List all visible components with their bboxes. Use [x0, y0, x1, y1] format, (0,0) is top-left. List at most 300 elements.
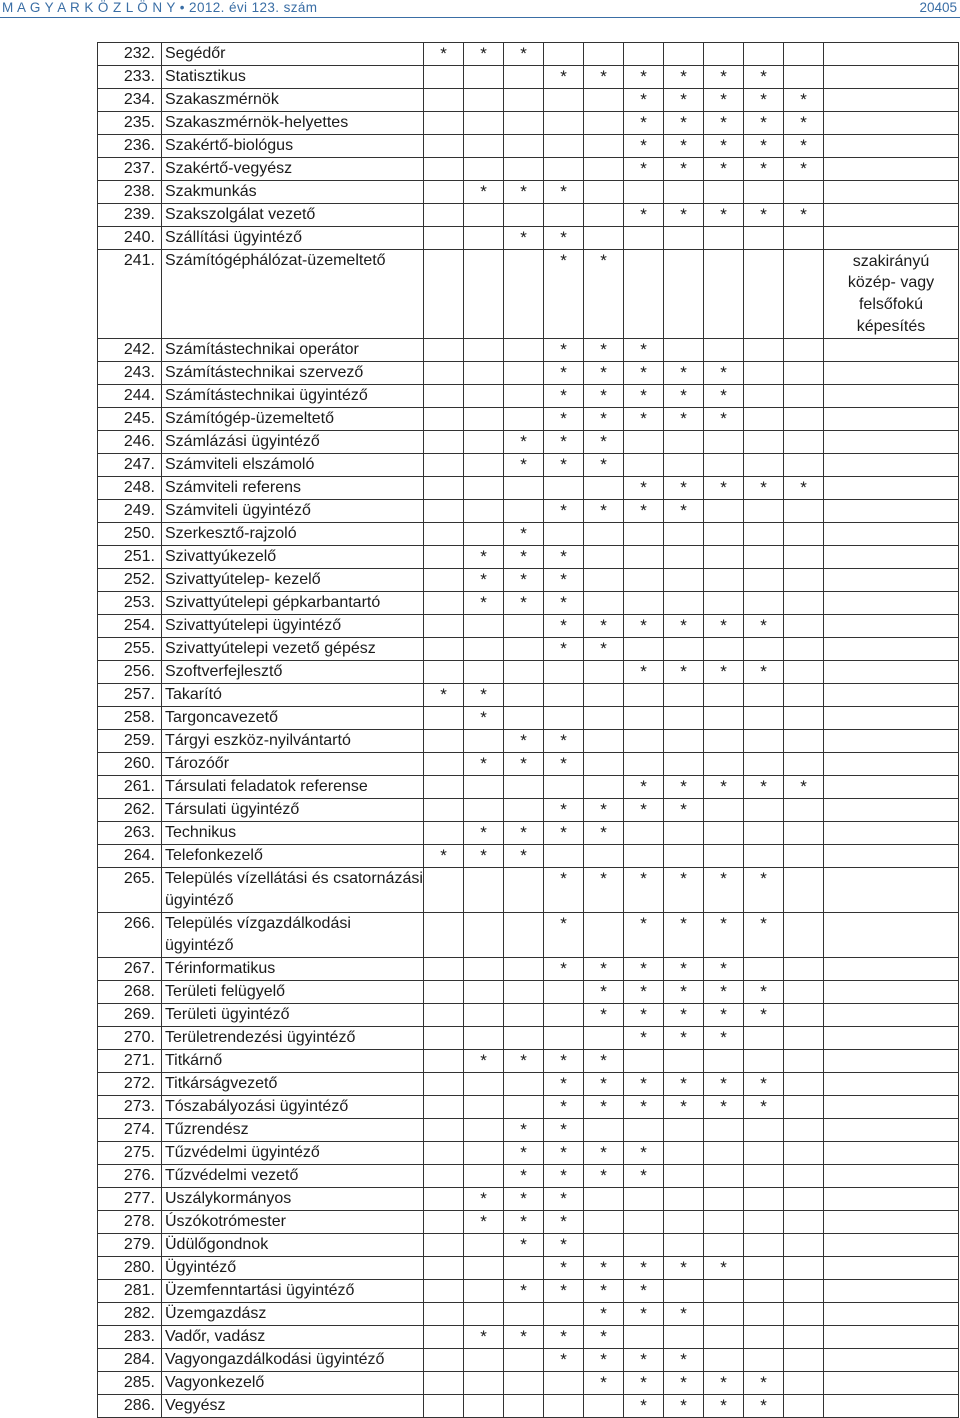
qualification-cell	[584, 135, 624, 158]
qualification-cell	[704, 431, 744, 454]
qualification-cell	[744, 546, 784, 569]
qualification-cell	[544, 523, 584, 546]
qualification-cell: *	[624, 799, 664, 822]
qualification-cell	[584, 845, 624, 868]
qualification-cell	[424, 158, 464, 181]
qualification-cell: *	[664, 1096, 704, 1119]
qualification-cell	[504, 799, 544, 822]
qualification-cell	[424, 431, 464, 454]
qualification-cell: *	[584, 1004, 624, 1027]
table-row	[98, 868, 959, 913]
occupation-name: Szivattyútelepi ügyintéző	[162, 615, 424, 638]
qualification-cell	[744, 227, 784, 250]
qualification-cell	[784, 958, 824, 981]
qualification-cell	[744, 1257, 784, 1280]
qualification-cell	[424, 339, 464, 362]
occupation-table	[97, 42, 959, 1418]
qualification-cell	[784, 1142, 824, 1165]
qualification-cell	[824, 431, 959, 454]
qualification-cell	[664, 684, 704, 707]
table-row	[98, 1280, 959, 1303]
table-row	[98, 158, 959, 181]
qualification-cell: *	[664, 1004, 704, 1027]
page-header	[0, 0, 960, 18]
qualification-cell	[784, 250, 824, 339]
occupation-name: Technikus	[162, 822, 424, 845]
qualification-cell	[504, 615, 544, 638]
qualification-cell	[504, 661, 544, 684]
qualification-cell	[704, 638, 744, 661]
qualification-cell: *	[704, 1073, 744, 1096]
qualification-cell	[424, 1027, 464, 1050]
page-number: 20405	[919, 0, 957, 15]
qualification-cell	[544, 776, 584, 799]
qualification-cell	[784, 1027, 824, 1050]
table-row	[98, 1326, 959, 1349]
qualification-cell: *	[504, 1211, 544, 1234]
qualification-cell	[464, 730, 504, 753]
occupation-name: Számviteli elszámoló	[162, 454, 424, 477]
occupation-name: Területrendezési ügyintéző	[162, 1027, 424, 1050]
qualification-cell	[704, 1050, 744, 1073]
row-number: 273.	[98, 1096, 162, 1119]
table-row	[98, 1165, 959, 1188]
qualification-cell: *	[584, 958, 624, 981]
row-number: 239.	[98, 204, 162, 227]
qualification-cell	[824, 868, 959, 913]
occupation-name: Számítógép-üzemeltető	[162, 408, 424, 431]
qualification-cell: *	[664, 981, 704, 1004]
qualification-cell	[784, 684, 824, 707]
qualification-cell: *	[784, 135, 824, 158]
row-number: 249.	[98, 500, 162, 523]
occupation-name: Számviteli referens	[162, 477, 424, 500]
qualification-cell	[824, 1027, 959, 1050]
qualification-cell	[424, 385, 464, 408]
qualification-cell	[464, 500, 504, 523]
qualification-cell: *	[544, 181, 584, 204]
qualification-cell: *	[504, 1326, 544, 1349]
qualification-cell	[744, 339, 784, 362]
qualification-cell: *	[584, 408, 624, 431]
qualification-cell: *	[584, 1096, 624, 1119]
qualification-cell	[584, 592, 624, 615]
qualification-cell	[584, 1234, 624, 1257]
qualification-cell	[704, 1349, 744, 1372]
qualification-cell: *	[624, 66, 664, 89]
qualification-cell	[704, 1234, 744, 1257]
qualification-cell	[464, 385, 504, 408]
qualification-cell	[704, 227, 744, 250]
occupation-name: Számítástechnikai szervező	[162, 362, 424, 385]
qualification-cell	[744, 362, 784, 385]
qualification-cell: *	[664, 799, 704, 822]
table-row	[98, 385, 959, 408]
qualification-cell: *	[544, 592, 584, 615]
qualification-cell: *	[704, 1096, 744, 1119]
occupation-name: Szakértő-biológus	[162, 135, 424, 158]
qualification-cell: *	[504, 592, 544, 615]
qualification-cell	[624, 250, 664, 339]
qualification-cell	[504, 1303, 544, 1326]
qualification-cell	[464, 1027, 504, 1050]
occupation-name: Számítástechnikai ügyintéző	[162, 385, 424, 408]
qualification-cell	[504, 1372, 544, 1395]
qualification-cell	[504, 776, 544, 799]
qualification-cell: *	[624, 1372, 664, 1395]
table-row	[98, 1211, 959, 1234]
qualification-cell: *	[504, 43, 544, 66]
qualification-cell	[584, 1211, 624, 1234]
qualification-cell	[784, 1257, 824, 1280]
qualification-cell	[424, 66, 464, 89]
qualification-cell: *	[744, 477, 784, 500]
qualification-cell	[664, 1050, 704, 1073]
qualification-cell: *	[504, 181, 544, 204]
occupation-name: Szakértő-vegyész	[162, 158, 424, 181]
qualification-cell	[664, 569, 704, 592]
qualification-cell	[584, 89, 624, 112]
table-row	[98, 1096, 959, 1119]
qualification-cell	[504, 1096, 544, 1119]
qualification-cell	[824, 523, 959, 546]
qualification-cell: *	[584, 500, 624, 523]
qualification-cell: *	[544, 1234, 584, 1257]
qualification-cell: *	[504, 431, 544, 454]
qualification-cell	[664, 1188, 704, 1211]
qualification-cell	[784, 730, 824, 753]
occupation-name: Szakszolgálat vezető	[162, 204, 424, 227]
qualification-cell	[744, 1303, 784, 1326]
qualification-cell: *	[584, 638, 624, 661]
occupation-name: Számlázási ügyintéző	[162, 431, 424, 454]
qualification-cell: *	[544, 753, 584, 776]
qualification-cell: *	[704, 958, 744, 981]
row-number: 237.	[98, 158, 162, 181]
qualification-cell: *	[544, 1165, 584, 1188]
qualification-note	[824, 250, 959, 339]
qualification-cell: *	[544, 500, 584, 523]
qualification-cell	[704, 181, 744, 204]
qualification-cell	[624, 227, 664, 250]
qualification-cell	[584, 227, 624, 250]
qualification-cell	[544, 1004, 584, 1027]
qualification-cell	[544, 661, 584, 684]
qualification-cell: *	[664, 500, 704, 523]
qualification-cell	[744, 454, 784, 477]
qualification-cell	[704, 43, 744, 66]
qualification-cell	[424, 112, 464, 135]
qualification-cell	[424, 569, 464, 592]
qualification-cell	[824, 661, 959, 684]
qualification-cell	[504, 362, 544, 385]
row-number: 286.	[98, 1395, 162, 1418]
qualification-cell: *	[464, 569, 504, 592]
qualification-cell	[544, 112, 584, 135]
qualification-cell: *	[584, 1372, 624, 1395]
qualification-cell: *	[784, 204, 824, 227]
qualification-cell	[664, 1234, 704, 1257]
table-row	[98, 776, 959, 799]
qualification-cell	[784, 1004, 824, 1027]
qualification-cell	[704, 546, 744, 569]
qualification-cell	[584, 477, 624, 500]
qualification-cell	[784, 1073, 824, 1096]
qualification-cell	[424, 477, 464, 500]
qualification-cell	[624, 1326, 664, 1349]
qualification-cell: *	[664, 112, 704, 135]
qualification-cell: *	[504, 1188, 544, 1211]
qualification-cell	[464, 1372, 504, 1395]
qualification-cell	[424, 868, 464, 913]
table-row	[98, 546, 959, 569]
qualification-cell	[424, 913, 464, 958]
qualification-cell: *	[584, 822, 624, 845]
qualification-cell	[464, 776, 504, 799]
qualification-cell	[464, 868, 504, 913]
table-row	[98, 227, 959, 250]
qualification-cell	[824, 1165, 959, 1188]
qualification-cell	[784, 408, 824, 431]
qualification-cell	[624, 684, 664, 707]
qualification-cell: *	[584, 1349, 624, 1372]
qualification-cell	[424, 1211, 464, 1234]
qualification-cell	[424, 500, 464, 523]
qualification-cell	[544, 43, 584, 66]
qualification-cell: *	[704, 204, 744, 227]
qualification-cell: *	[624, 1027, 664, 1050]
qualification-cell	[784, 43, 824, 66]
qualification-cell: *	[424, 684, 464, 707]
table-row	[98, 431, 959, 454]
qualification-cell	[424, 227, 464, 250]
occupation-name: Segédőr	[162, 43, 424, 66]
qualification-cell	[424, 135, 464, 158]
qualification-cell: *	[744, 1395, 784, 1418]
qualification-cell	[504, 66, 544, 89]
qualification-cell: *	[504, 1119, 544, 1142]
qualification-cell: *	[704, 913, 744, 958]
qualification-cell	[744, 523, 784, 546]
qualification-cell: *	[464, 181, 504, 204]
qualification-cell: *	[744, 1372, 784, 1395]
occupation-name: Számviteli ügyintéző	[162, 500, 424, 523]
row-number: 277.	[98, 1188, 162, 1211]
qualification-cell	[624, 431, 664, 454]
qualification-cell	[664, 592, 704, 615]
qualification-cell	[544, 1395, 584, 1418]
qualification-cell	[824, 227, 959, 250]
qualification-cell: *	[584, 1073, 624, 1096]
occupation-name: Szivattyútelepi gépkarbantartó	[162, 592, 424, 615]
qualification-cell	[424, 730, 464, 753]
qualification-cell: *	[704, 776, 744, 799]
qualification-cell	[704, 1280, 744, 1303]
occupation-name: Szakaszmérnök-helyettes	[162, 112, 424, 135]
qualification-note-line: közép- vagy	[847, 274, 935, 292]
qualification-cell	[664, 454, 704, 477]
qualification-cell	[504, 112, 544, 135]
qualification-cell: *	[704, 112, 744, 135]
qualification-cell: *	[584, 362, 624, 385]
qualification-cell: *	[744, 913, 784, 958]
qualification-cell	[424, 981, 464, 1004]
qualification-cell: *	[664, 89, 704, 112]
qualification-cell: *	[704, 1004, 744, 1027]
qualification-cell: *	[704, 661, 744, 684]
qualification-cell	[784, 1096, 824, 1119]
qualification-cell	[704, 454, 744, 477]
qualification-cell: *	[544, 1073, 584, 1096]
qualification-cell: *	[464, 1050, 504, 1073]
qualification-cell	[464, 112, 504, 135]
row-number: 259.	[98, 730, 162, 753]
qualification-cell	[824, 500, 959, 523]
qualification-cell: *	[744, 868, 784, 913]
occupation-name: Ügyintéző	[162, 1257, 424, 1280]
qualification-cell	[704, 523, 744, 546]
qualification-cell	[464, 204, 504, 227]
qualification-cell	[824, 1303, 959, 1326]
qualification-cell: *	[744, 1004, 784, 1027]
qualification-cell	[704, 339, 744, 362]
qualification-cell	[744, 822, 784, 845]
qualification-note-line: szakirányú	[852, 252, 930, 270]
row-number: 279.	[98, 1234, 162, 1257]
qualification-cell	[824, 913, 959, 958]
table-row	[98, 684, 959, 707]
qualification-cell	[504, 1073, 544, 1096]
qualification-cell	[544, 981, 584, 1004]
qualification-cell: *	[464, 43, 504, 66]
qualification-cell	[824, 181, 959, 204]
qualification-cell: *	[744, 1096, 784, 1119]
qualification-cell: *	[704, 385, 744, 408]
qualification-cell: *	[624, 1280, 664, 1303]
qualification-cell	[504, 684, 544, 707]
qualification-cell	[704, 684, 744, 707]
qualification-cell	[464, 523, 504, 546]
qualification-cell: *	[664, 362, 704, 385]
qualification-cell	[424, 753, 464, 776]
qualification-cell	[624, 1234, 664, 1257]
table-row	[98, 250, 959, 339]
qualification-cell: *	[624, 408, 664, 431]
qualification-cell	[744, 638, 784, 661]
qualification-cell: *	[504, 730, 544, 753]
qualification-cell	[704, 730, 744, 753]
qualification-cell	[624, 546, 664, 569]
qualification-cell	[744, 1188, 784, 1211]
qualification-cell	[744, 1050, 784, 1073]
table-row	[98, 43, 959, 66]
qualification-cell	[584, 684, 624, 707]
qualification-cell	[584, 1188, 624, 1211]
qualification-cell: *	[464, 1211, 504, 1234]
row-number: 247.	[98, 454, 162, 477]
qualification-cell	[824, 592, 959, 615]
qualification-cell	[664, 1326, 704, 1349]
qualification-cell: *	[624, 1257, 664, 1280]
qualification-cell	[424, 1050, 464, 1073]
qualification-cell	[464, 615, 504, 638]
qualification-cell: *	[464, 822, 504, 845]
qualification-cell	[824, 135, 959, 158]
qualification-cell	[824, 684, 959, 707]
qualification-cell	[624, 1119, 664, 1142]
qualification-cell	[464, 913, 504, 958]
qualification-cell: *	[544, 1349, 584, 1372]
qualification-cell	[744, 500, 784, 523]
qualification-cell: *	[544, 250, 584, 339]
row-number: 254.	[98, 615, 162, 638]
qualification-cell: *	[544, 822, 584, 845]
qualification-cell	[424, 799, 464, 822]
row-number: 275.	[98, 1142, 162, 1165]
qualification-cell: *	[664, 1027, 704, 1050]
qualification-cell: *	[744, 135, 784, 158]
row-number: 253.	[98, 592, 162, 615]
qualification-cell	[464, 1073, 504, 1096]
qualification-cell	[784, 615, 824, 638]
qualification-cell	[744, 250, 784, 339]
qualification-cell: *	[624, 362, 664, 385]
qualification-cell	[784, 822, 824, 845]
qualification-note-line: képesítés	[856, 317, 926, 335]
qualification-cell: *	[704, 1372, 744, 1395]
qualification-cell	[584, 112, 624, 135]
qualification-cell	[784, 868, 824, 913]
qualification-cell	[784, 1165, 824, 1188]
qualification-cell: *	[744, 112, 784, 135]
qualification-cell: *	[664, 204, 704, 227]
qualification-cell: *	[544, 1050, 584, 1073]
qualification-cell	[784, 339, 824, 362]
qualification-cell	[824, 204, 959, 227]
qualification-cell	[584, 523, 624, 546]
qualification-cell: *	[704, 66, 744, 89]
qualification-cell: *	[584, 1165, 624, 1188]
qualification-cell	[704, 1165, 744, 1188]
qualification-cell: *	[664, 1395, 704, 1418]
occupation-name: Vagyonkezelő	[162, 1372, 424, 1395]
qualification-cell: *	[744, 981, 784, 1004]
table-row	[98, 845, 959, 868]
qualification-cell: *	[544, 1119, 584, 1142]
qualification-cell	[824, 112, 959, 135]
qualification-cell: *	[704, 135, 744, 158]
qualification-cell	[664, 339, 704, 362]
qualification-cell: *	[504, 523, 544, 546]
qualification-cell: *	[664, 1257, 704, 1280]
qualification-cell	[824, 1142, 959, 1165]
row-number: 269.	[98, 1004, 162, 1027]
qualification-cell	[584, 753, 624, 776]
qualification-cell	[504, 89, 544, 112]
qualification-cell: *	[624, 661, 664, 684]
qualification-cell	[824, 1211, 959, 1234]
row-number: 241.	[98, 250, 162, 339]
qualification-cell: *	[544, 1211, 584, 1234]
qualification-cell	[744, 845, 784, 868]
qualification-cell: *	[544, 362, 584, 385]
qualification-cell	[744, 958, 784, 981]
qualification-cell	[504, 135, 544, 158]
qualification-cell: *	[584, 1257, 624, 1280]
qualification-cell: *	[624, 958, 664, 981]
qualification-cell	[504, 250, 544, 339]
qualification-cell	[744, 1027, 784, 1050]
